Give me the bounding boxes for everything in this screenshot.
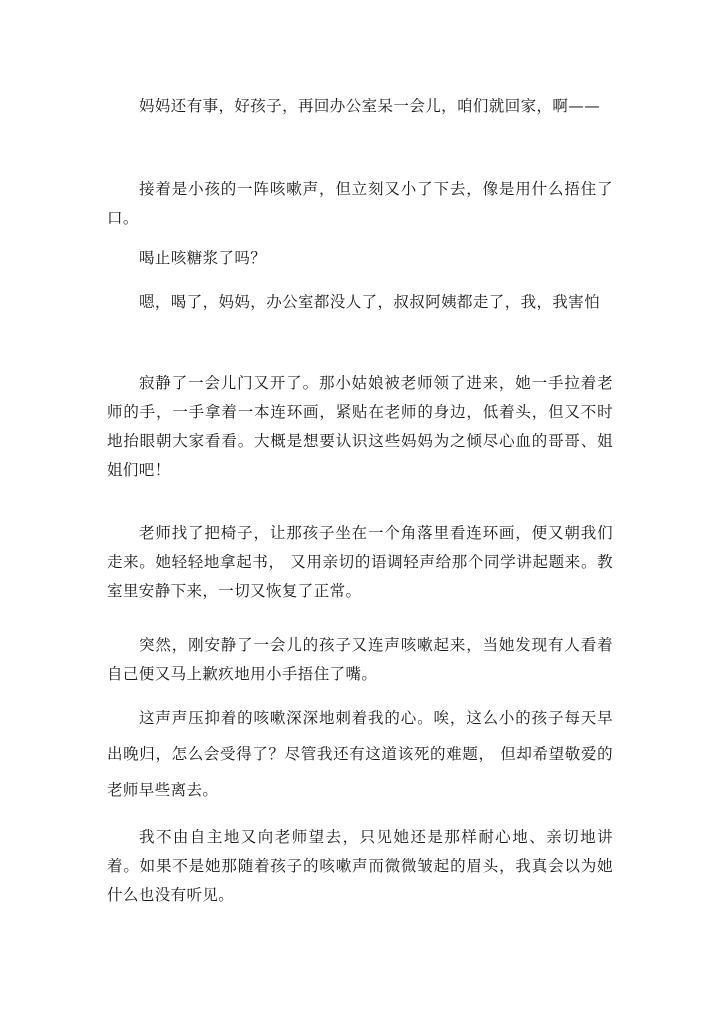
paragraph: 接着是小孩的一阵咳嗽声，但立刻又小了下去，像是用什么捂住了口。 (107, 180, 613, 227)
paragraph: 我不由自主地又向老师望去，只见她还是那样耐心地、亲切地讲着。如果不是她那随着孩子的咳嗽声而微微皱起的眉头，我真会以为她什么也没有听见。 (107, 828, 613, 904)
paragraph: 寂静了一会儿门又开了。那小姑娘被老师领了进来，她一手拉着老师的手，一手拿着一本连环画，紧贴在老师的身边，低着头，但又不时地抬眼朝大家看看。大概是想要认识这些妈妈为之倾尽心血的哥哥、姐姐们吧！ (107, 374, 613, 479)
paragraph: 喝止咳糖浆了吗？ (139, 249, 267, 267)
paragraph: 嗯，喝了，妈妈，办公室都没人了，叔叔阿姨都走了，我，我害怕 (139, 293, 601, 311)
paragraph: 老师找了把椅子，让那孩子坐在一个角落里看连环画，便又朝我们走来。她轻轻地拿起书， 又用亲切的语调轻声给那个同学讲起题来。教室里安静下来，一切又恢复了正常。 (107, 524, 613, 600)
paragraph: 妈妈还有事，好孩子，再回办公室呆一会儿，咱们就回家，啊—— (139, 97, 601, 115)
paragraph: 突然，刚安静了一会儿的孩子又连声咳嗽起来，当她发现有人看着自己便又马上歉疚地用小手捂住了嘴。 (107, 636, 613, 683)
paragraph: 这声声压抑着的咳嗽深深地刺着我的心。唉，这么小的孩子每天早出晚归，怎么会受得了？尽管我还有这道该死的难题， 但却希望敬爱的老师早些离去。 (107, 709, 613, 799)
